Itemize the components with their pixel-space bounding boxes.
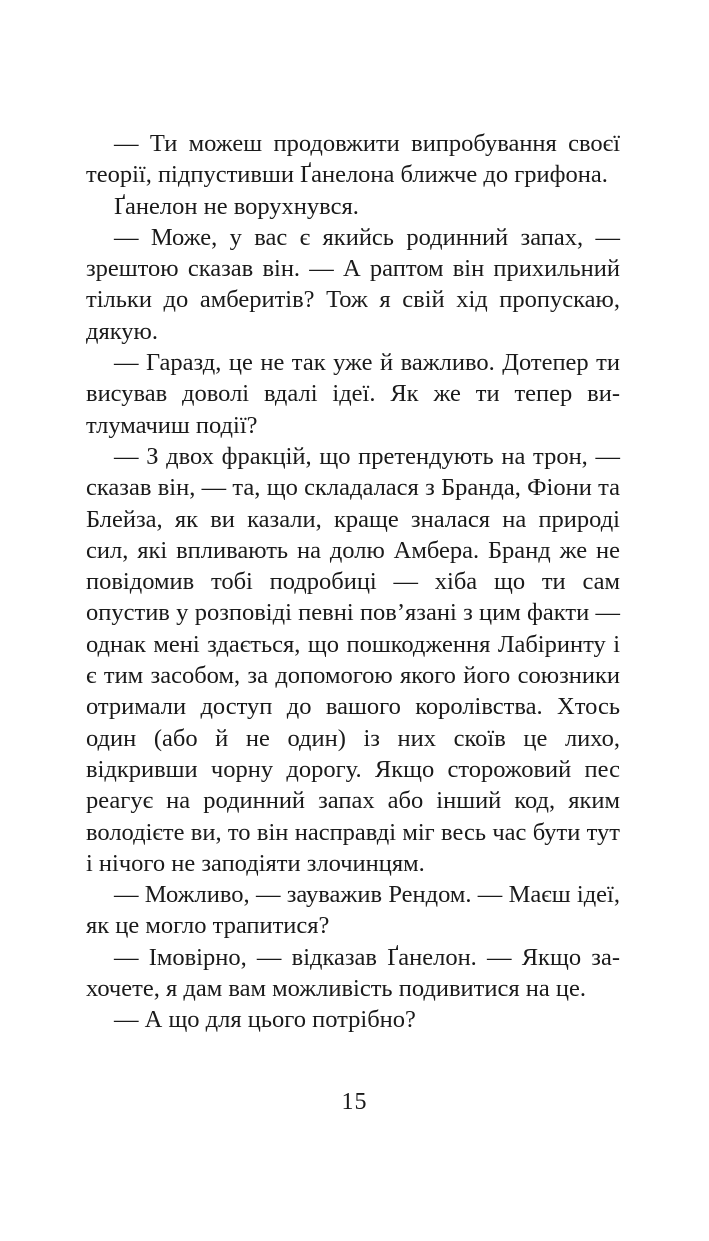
paragraph: — Ти можеш продовжити випробування своєї теорії, підпустивши Ґанелона ближче до грифона. — [86, 130, 620, 189]
paragraph: — Може, у вас є якийсь родинний запах, — зрештою сказав він. — А раптом він прихильний тільки до амберитів? Тож я свій хід пропускаю, дякую. — [86, 223, 620, 345]
paragraph: — Гаразд, це не так уже й важливо. Дотепер ти висував доволі вдалі ідеї. Як же ти тепер витлумачиш події? — [86, 349, 620, 439]
paragraph: — Можливо, — зауважив Рендом. — Маєш ідеї, як це могло трапитися? — [86, 881, 620, 940]
page-number: 15 — [341, 1089, 368, 1115]
paragraph: — З двох фракцій, що претендують на трон, — сказав він, — та, що складалася з Бранда, Фіони та Блейза, як ви казали, краще зналася на природі сил, які впливають на долю Амбера. Бранд же не повідомив тобі подробиці — хіба що ти сам опустив у розповіді певні пов’язані з цим факти — однак мені здається, що пошкодження Лабіринту і є тим засобом, за допомогою якого його союзники отримали доступ до вашого королівства. Хтось один (або й не один) із них скоїв це лихо, відкривши чорну дорогу. Якщо сторожовий пес реагує на родинний запах або інший код, яким володієте ви, то він насправді міг весь час бути тут і нічого не заподіяти злочинцям. — [86, 442, 620, 877]
page-body — [86, 128, 620, 1036]
paragraph: Ґанелон не ворухнувся. — [114, 192, 359, 220]
paragraph: — А що для цього потрібно? — [114, 1006, 416, 1034]
paragraph: — Імовірно, — відказав Ґанелон. — Якщо захочете, я дам вам можливість подивитися на це. — [86, 943, 620, 1003]
